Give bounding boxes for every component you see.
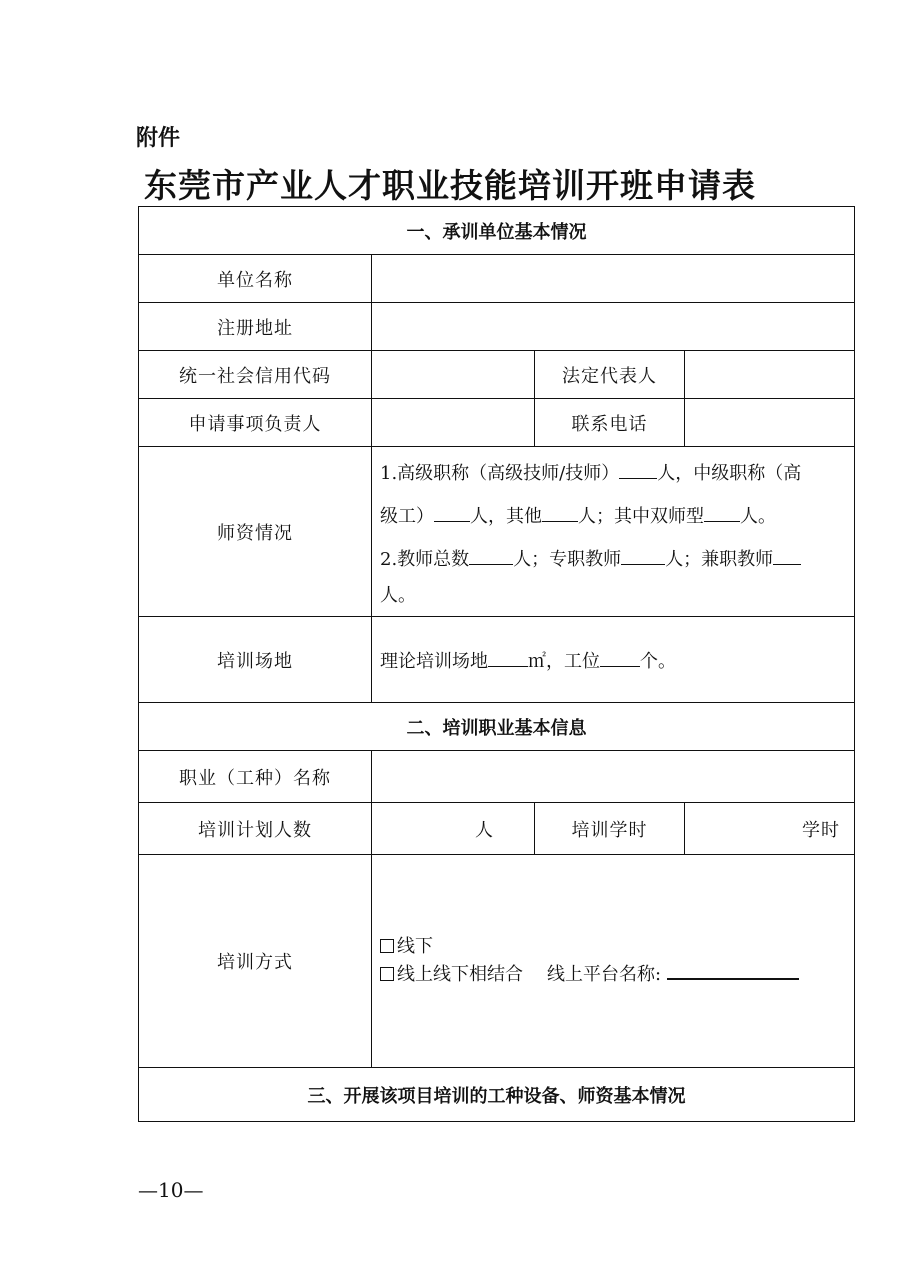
phone-label: 联系电话: [535, 399, 685, 447]
teachers-line2-text: 级工）: [380, 506, 434, 527]
reg-address-row: [139, 303, 855, 351]
legal-rep-label: 法定代表人: [535, 351, 685, 399]
page-number: —10—: [138, 1178, 204, 1202]
section2-heading-row: [139, 703, 855, 751]
teachers-line3-text: 2.教师总数: [380, 549, 470, 570]
teachers-line2-text-b: 人，其他: [470, 506, 542, 527]
total-teachers-blank[interactable]: [469, 546, 513, 565]
mid-count-blank[interactable]: [434, 503, 470, 522]
credit-code-field[interactable]: [372, 351, 535, 399]
teachers-line3-text-b: 人；专职教师: [513, 549, 622, 570]
teachers-content: [372, 447, 855, 617]
venue-content: [372, 617, 855, 703]
plan-count-field[interactable]: [372, 803, 535, 855]
venue-text-b: ㎡，工位: [528, 650, 600, 672]
platform-label: 线上平台名称:: [547, 964, 662, 985]
platform-name-blank[interactable]: [667, 960, 799, 980]
occupation-label: 职业（工种）名称: [139, 751, 372, 803]
unit-name-row: [139, 255, 855, 303]
teachers-line1-text-b: 人，中级职称（高: [657, 463, 802, 484]
parttime-teachers-blank[interactable]: [773, 546, 801, 565]
teachers-line2-text-c: 人；其中双师型: [578, 506, 704, 527]
venue-text-a: 理论培训场地: [380, 650, 488, 672]
phone-field[interactable]: [685, 399, 855, 447]
unit-name-field[interactable]: [372, 255, 855, 303]
reg-address-label: 注册地址: [139, 303, 372, 351]
hours-unit: 学时: [802, 819, 840, 841]
credit-code-row: [139, 351, 855, 399]
attachment-label: 附件: [136, 126, 181, 151]
venue-row: [139, 617, 855, 703]
teachers-line2-text-d: 人。: [740, 506, 776, 527]
blended-option-label: 线上线下相结合: [397, 964, 523, 985]
teachers-line3-text-c: 人；兼职教师: [665, 549, 774, 570]
teachers-row: [139, 447, 855, 617]
section1-heading: 一、承训单位基本情况: [139, 207, 855, 255]
section3-heading-row: [139, 1068, 855, 1122]
section3-heading: 三、开展该项目培训的工种设备、师资基本情况: [139, 1068, 855, 1122]
contact-person-label: 申请事项负责人: [139, 399, 372, 447]
teachers-line4-text: 人。: [380, 585, 416, 606]
venue-text-c: 个。: [640, 650, 676, 672]
application-form-table: [138, 206, 855, 1122]
hours-label: 培训学时: [535, 803, 685, 855]
workstation-blank[interactable]: [600, 648, 640, 667]
blended-checkbox[interactable]: [380, 967, 394, 981]
section1-heading-row: [139, 207, 855, 255]
legal-rep-field[interactable]: [685, 351, 855, 399]
section2-heading: 二、培训职业基本信息: [139, 703, 855, 751]
occupation-field[interactable]: [372, 751, 855, 803]
hours-field[interactable]: [685, 803, 855, 855]
dual-count-blank[interactable]: [704, 503, 740, 522]
occupation-row: [139, 751, 855, 803]
venue-area-blank[interactable]: [488, 648, 528, 667]
form-title: 东莞市产业人才职业技能培训开班申请表: [144, 166, 756, 205]
venue-label: 培训场地: [139, 617, 372, 703]
plan-count-unit: 人: [475, 819, 494, 841]
method-row: [139, 855, 855, 1068]
senior-count-blank[interactable]: [619, 460, 657, 479]
offline-checkbox[interactable]: [380, 939, 394, 953]
contact-row: [139, 399, 855, 447]
fulltime-teachers-blank[interactable]: [621, 546, 665, 565]
method-label: 培训方式: [139, 855, 372, 1068]
plan-row: [139, 803, 855, 855]
plan-count-label: 培训计划人数: [139, 803, 372, 855]
reg-address-field[interactable]: [372, 303, 855, 351]
offline-option-label: 线下: [397, 936, 433, 957]
teachers-label: 师资情况: [139, 447, 372, 617]
unit-name-label: 单位名称: [139, 255, 372, 303]
other-count-blank[interactable]: [542, 503, 578, 522]
teachers-line1-text: 1.高级职称（高级技师/技师）: [380, 463, 620, 484]
method-content: [372, 855, 855, 1068]
contact-person-field[interactable]: [372, 399, 535, 447]
credit-code-label: 统一社会信用代码: [139, 351, 372, 399]
